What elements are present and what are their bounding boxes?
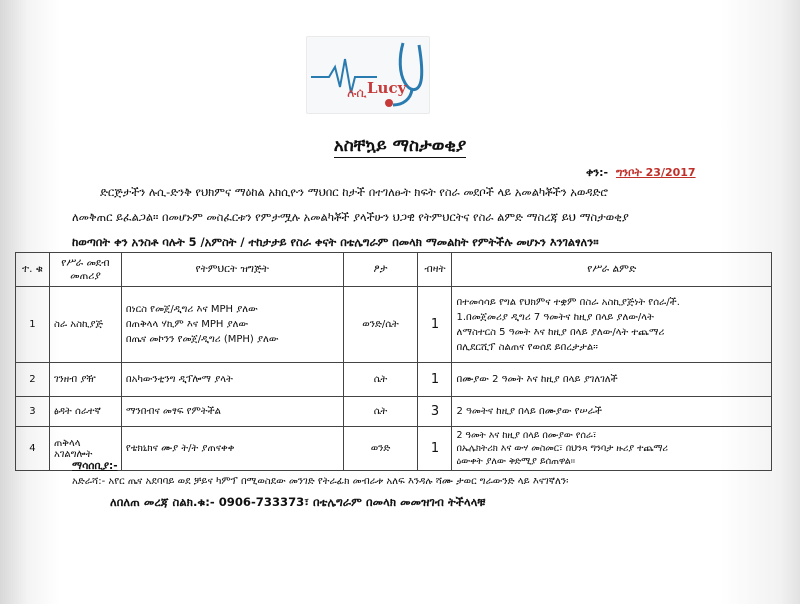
intro-paragraph	[72, 180, 712, 255]
row-position: ፅዳት ሰራተኛ	[49, 397, 121, 427]
row-sex: ወንድ	[343, 427, 418, 471]
header-no: ተ. ቁ	[16, 253, 50, 287]
row-education: በነርስ የመጀ/ዲግሪ እና MPH ያለው በጠቅላላ ሃኪም እና MPH ያለው በጤና መኮንን የመጀ/ዲግሪ (MPH) ያለው	[121, 287, 343, 363]
intro-line-2: ለመቅጠር ይፈልጋል። በመሆኑም መስፈርቱን የምታሟሉ አመልካቾች ያላችሁን ህጋዊ የትምህርትና የስራ ልምድ ማስረጃ ይህ ማስታወቂያ	[72, 210, 629, 224]
header-quantity: ብዛት	[418, 253, 452, 287]
date-label: ቀን:-	[586, 166, 609, 179]
row-education: በአካውንቲንግ ዲፕሎማ ያላት	[121, 363, 343, 397]
notes-section	[72, 460, 752, 510]
row-no: 4	[16, 427, 50, 471]
vacancy-table	[15, 252, 772, 471]
announcement-title: አስቸኳይ ማስታወቂያ	[333, 136, 467, 156]
clinic-logo	[306, 36, 430, 114]
date-value: ግንቦት 23/2017	[615, 166, 696, 179]
row-sex: ወንድ/ሴት	[343, 287, 418, 363]
row-sex: ሴት	[343, 363, 418, 397]
row-experience: በተመሳሳይ የግል የህክምና ተቋም በስራ አስኪያጅነት የሰራ/ች. 1.በመጀመሪያ ዲግሪ 7 ዓመትና ከዚያ በላይ ያለው/ላት ለማስተርስ 5 ዓመት እና ከዚያ በላይ ያለው/ላት ተጨማሪ በሊደርሺፕ ስልጠና የወሰደ ይበረታታል።	[452, 287, 772, 363]
intro-line-1: ድርጅታችን ሉሲ-ድንቅ የህክምና ማዕከል አክሲዮን ማህበር ከታች በተገለፁት ክፍት የስራ መደቦች ላይ አመልካቾችን አወዳድሮ	[100, 185, 608, 199]
contact-phone-text: ለበለጠ መረጃ ስልክ.ቁ:- 0906-733373፣ በቴሌግራም በመላክ መመዝገብ ትችላላቹ	[110, 495, 486, 509]
header-education: የትምህርት ዝግጅት	[121, 253, 343, 287]
header-sex: ፆታ	[343, 253, 418, 287]
row-experience: 2 ዓመት እና ከዚያ በላይ በሙያው የሰራ፣ በኤሌክትሪክ እና ውሃ መስመር፣ በህንጻ ግንባታ ዙሪያ ተጨማሪ ዕውቀት ያለው ቅድሚያ ይሰጠዋል።	[452, 427, 772, 471]
row-no: 3	[16, 397, 50, 427]
logo-text-en: Lucy	[367, 79, 407, 97]
row-experience: በሙያው 2 ዓመት እና ከዚያ በላይ ያገለገለች	[452, 363, 772, 397]
row-education: የቴክኒክና ሙያ ት/ት ያጠናቀቀ	[121, 427, 343, 471]
table-row	[16, 363, 772, 397]
row-quantity: 1	[418, 363, 452, 397]
row-no: 1	[16, 287, 50, 363]
date-line	[586, 166, 696, 180]
header-position: የሥራ መደብ መጠሪያ	[49, 253, 121, 287]
table-row	[16, 397, 772, 427]
row-experience: 2 ዓመትና ከዚያ በላይ በሙያው የሠራች	[452, 397, 772, 427]
row-no: 2	[16, 363, 50, 397]
table-row	[16, 287, 772, 363]
heartbeat-stethoscope-icon	[307, 37, 431, 115]
row-sex: ሴት	[343, 397, 418, 427]
row-position: ጠቅላላ አገልግሎት	[49, 427, 121, 471]
logo-text-am: ሉሲ	[347, 86, 367, 101]
row-quantity: 1	[418, 427, 452, 471]
table-header-row	[16, 253, 772, 287]
address-text: አድራሻ:- አየር ጤና አደባባይ ወደ ቻይና ካምፕ በሚወስደው መንገድ የትራፊክ መብራቱ አለፍ እንዳሉ ሻሙ ታወር ግራውንድ ላይ እናገኛለን፡	[72, 476, 569, 487]
notes-header: ማሳሰቢያ:-	[72, 460, 118, 472]
row-education: ማንበብና መፃፍ የምትችል	[121, 397, 343, 427]
row-quantity: 1	[418, 287, 452, 363]
header-experience: የሥራ ልምድ	[452, 253, 772, 287]
intro-line-3: ከወጣበት ቀን አንስቶ ባሉት 5 /አምስት / ተከታታይ የስራ ቀናት በቴሌግራም በመላክ ማመልከት የምትችሉ መሆኑን እንገልፃለን።	[72, 235, 599, 249]
row-position: ስራ አስኪያጅ	[49, 287, 121, 363]
row-position: ገንዘብ ያዥ	[49, 363, 121, 397]
row-quantity: 3	[418, 397, 452, 427]
